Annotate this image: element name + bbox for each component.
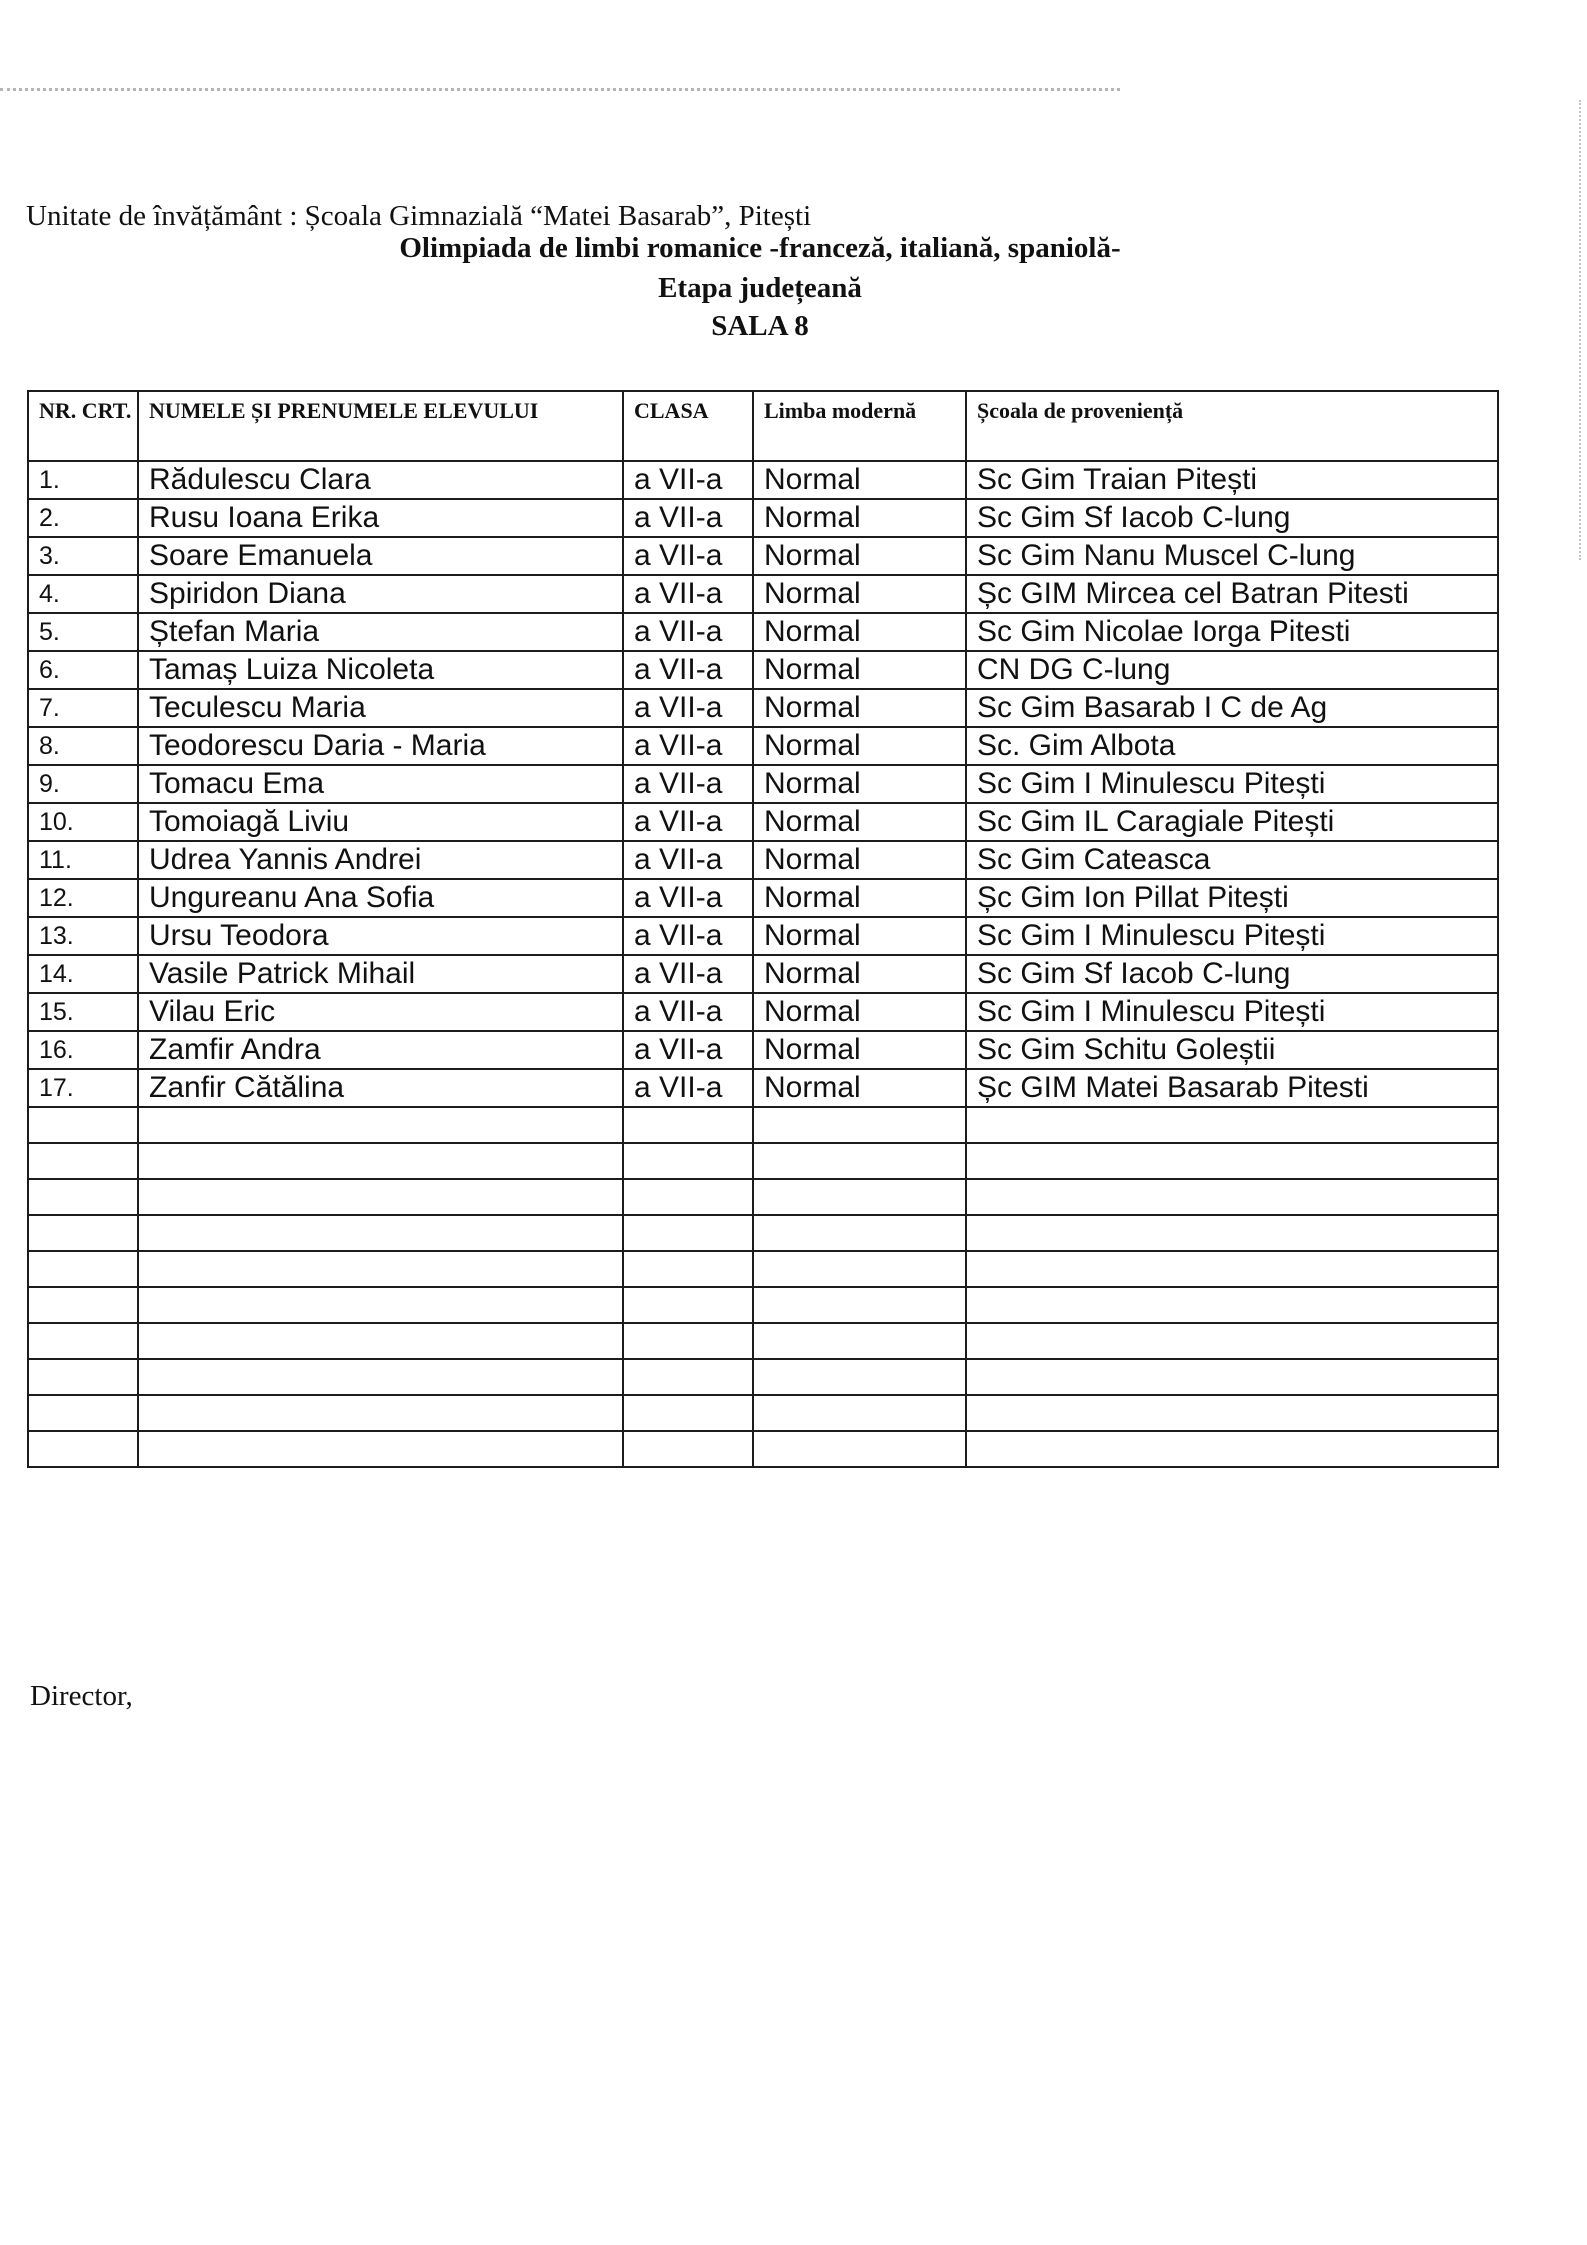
- empty-cell: [753, 1179, 966, 1215]
- cell-school: CN DG C-lung: [966, 651, 1498, 689]
- cell-nr: 12.: [28, 879, 138, 917]
- empty-cell: [28, 1287, 138, 1323]
- cell-class: a VII-a: [623, 575, 753, 613]
- table-row: [28, 689, 1498, 727]
- empty-cell: [28, 1179, 138, 1215]
- empty-table-row: [28, 1287, 1498, 1323]
- empty-cell: [966, 1359, 1498, 1395]
- table-row: [28, 993, 1498, 1031]
- cell-class: a VII-a: [623, 461, 753, 499]
- cell-name: Vasile Patrick Mihail: [138, 955, 623, 993]
- cell-language: Normal: [753, 727, 966, 765]
- cell-nr: 15.: [28, 993, 138, 1031]
- cell-class: a VII-a: [623, 613, 753, 651]
- empty-cell: [138, 1287, 623, 1323]
- cell-nr: 13.: [28, 917, 138, 955]
- cell-school: Sc Gim Schitu Goleștii: [966, 1031, 1498, 1069]
- table-header-row: [28, 391, 1498, 461]
- room-title: SALA 8: [711, 310, 809, 342]
- empty-cell: [623, 1215, 753, 1251]
- cell-school: Sc Gim Cateasca: [966, 841, 1498, 879]
- empty-cell: [28, 1107, 138, 1143]
- cell-nr: 6.: [28, 651, 138, 689]
- cell-school: Sc Gim Nanu Muscel C-lung: [966, 537, 1498, 575]
- empty-cell: [138, 1179, 623, 1215]
- cell-name: Soare Emanuela: [138, 537, 623, 575]
- scan-edge-right: [1579, 100, 1581, 560]
- table-row: [28, 499, 1498, 537]
- empty-cell: [623, 1287, 753, 1323]
- cell-name: Tamaș Luiza Nicoleta: [138, 651, 623, 689]
- cell-language: Normal: [753, 689, 966, 727]
- empty-cell: [753, 1287, 966, 1323]
- table-row: [28, 841, 1498, 879]
- cell-school: Sc Gim Traian Pitești: [966, 461, 1498, 499]
- cell-nr: 8.: [28, 727, 138, 765]
- cell-class: a VII-a: [623, 955, 753, 993]
- empty-cell: [138, 1323, 623, 1359]
- cell-school: Sc Gim Sf Iacob C-lung: [966, 499, 1498, 537]
- empty-cell: [28, 1359, 138, 1395]
- empty-cell: [28, 1323, 138, 1359]
- cell-language: Normal: [753, 955, 966, 993]
- table-row: [28, 879, 1498, 917]
- cell-school: Sc Gim Sf Iacob C-lung: [966, 955, 1498, 993]
- cell-school: Șc GIM Matei Basarab Pitesti: [966, 1069, 1498, 1107]
- empty-cell: [966, 1179, 1498, 1215]
- cell-language: Normal: [753, 499, 966, 537]
- cell-nr: 11.: [28, 841, 138, 879]
- empty-table-row: [28, 1251, 1498, 1287]
- empty-cell: [753, 1431, 966, 1467]
- cell-class: a VII-a: [623, 689, 753, 727]
- empty-cell: [623, 1107, 753, 1143]
- empty-cell: [138, 1395, 623, 1431]
- institution-line: Unitate de învățământ : Școala Gimnazială “Matei Basarab”, Pitești: [26, 200, 812, 232]
- cell-class: a VII-a: [623, 727, 753, 765]
- cell-class: a VII-a: [623, 651, 753, 689]
- cell-class: a VII-a: [623, 879, 753, 917]
- empty-cell: [28, 1143, 138, 1179]
- cell-school: Sc Gim IL Caragiale Pitești: [966, 803, 1498, 841]
- scan-edge-top: [0, 88, 1120, 91]
- cell-nr: 4.: [28, 575, 138, 613]
- cell-language: Normal: [753, 917, 966, 955]
- cell-school: Sc Gim I Minulescu Pitești: [966, 993, 1498, 1031]
- empty-table-row: [28, 1431, 1498, 1467]
- cell-name: Tomoiagă Liviu: [138, 803, 623, 841]
- empty-cell: [753, 1215, 966, 1251]
- cell-nr: 17.: [28, 1069, 138, 1107]
- cell-language: Normal: [753, 803, 966, 841]
- cell-name: Zamfir Andra: [138, 1031, 623, 1069]
- empty-cell: [138, 1107, 623, 1143]
- empty-cell: [28, 1395, 138, 1431]
- empty-cell: [966, 1287, 1498, 1323]
- column-header-language: Limba modernă: [753, 391, 966, 461]
- cell-name: Udrea Yannis Andrei: [138, 841, 623, 879]
- director-label: Director,: [30, 1680, 133, 1712]
- table-body: [28, 461, 1498, 1467]
- column-header-nr: NR. CRT.: [28, 391, 138, 461]
- table-row: [28, 803, 1498, 841]
- cell-name: Ungureanu Ana Sofia: [138, 879, 623, 917]
- cell-school: Sc Gim Nicolae Iorga Pitesti: [966, 613, 1498, 651]
- cell-language: Normal: [753, 613, 966, 651]
- empty-cell: [966, 1251, 1498, 1287]
- cell-nr: 7.: [28, 689, 138, 727]
- empty-table-row: [28, 1323, 1498, 1359]
- empty-cell: [966, 1143, 1498, 1179]
- empty-cell: [753, 1107, 966, 1143]
- column-header-name: NUMELE ȘI PRENUMELE ELEVULUI: [138, 391, 623, 461]
- cell-language: Normal: [753, 651, 966, 689]
- cell-nr: 10.: [28, 803, 138, 841]
- cell-language: Normal: [753, 879, 966, 917]
- table-row: [28, 917, 1498, 955]
- cell-name: Teculescu Maria: [138, 689, 623, 727]
- empty-cell: [138, 1359, 623, 1395]
- cell-class: a VII-a: [623, 1031, 753, 1069]
- cell-class: a VII-a: [623, 537, 753, 575]
- table-row: [28, 613, 1498, 651]
- cell-school: Sc Gim I Minulescu Pitești: [966, 917, 1498, 955]
- table-row: [28, 727, 1498, 765]
- table-row: [28, 537, 1498, 575]
- empty-cell: [623, 1251, 753, 1287]
- cell-language: Normal: [753, 1031, 966, 1069]
- empty-cell: [28, 1431, 138, 1467]
- empty-cell: [966, 1215, 1498, 1251]
- cell-nr: 16.: [28, 1031, 138, 1069]
- empty-table-row: [28, 1107, 1498, 1143]
- cell-name: Teodorescu Daria - Maria: [138, 727, 623, 765]
- cell-class: a VII-a: [623, 841, 753, 879]
- empty-cell: [753, 1251, 966, 1287]
- table-row: [28, 1031, 1498, 1069]
- cell-name: Zanfir Cătălina: [138, 1069, 623, 1107]
- empty-cell: [753, 1143, 966, 1179]
- empty-table-row: [28, 1359, 1498, 1395]
- column-header-school: Școala de proveniență: [966, 391, 1498, 461]
- cell-nr: 3.: [28, 537, 138, 575]
- cell-nr: 1.: [28, 461, 138, 499]
- empty-cell: [623, 1179, 753, 1215]
- table-row: [28, 461, 1498, 499]
- empty-table-row: [28, 1395, 1498, 1431]
- cell-class: a VII-a: [623, 499, 753, 537]
- empty-cell: [623, 1143, 753, 1179]
- cell-school: Sc Gim Basarab I C de Ag: [966, 689, 1498, 727]
- cell-school: Șc GIM Mircea cel Batran Pitesti: [966, 575, 1498, 613]
- table-row: [28, 765, 1498, 803]
- table-row: [28, 575, 1498, 613]
- empty-table-row: [28, 1143, 1498, 1179]
- cell-class: a VII-a: [623, 803, 753, 841]
- cell-school: Sc Gim I Minulescu Pitești: [966, 765, 1498, 803]
- cell-nr: 2.: [28, 499, 138, 537]
- cell-school: Șc Gim Ion Pillat Pitești: [966, 879, 1498, 917]
- cell-name: Spiridon Diana: [138, 575, 623, 613]
- table-row: [28, 651, 1498, 689]
- empty-cell: [966, 1323, 1498, 1359]
- cell-class: a VII-a: [623, 765, 753, 803]
- cell-language: Normal: [753, 1069, 966, 1107]
- cell-school: Sc. Gim Albota: [966, 727, 1498, 765]
- empty-cell: [623, 1395, 753, 1431]
- empty-cell: [138, 1143, 623, 1179]
- empty-table-row: [28, 1179, 1498, 1215]
- empty-table-row: [28, 1215, 1498, 1251]
- empty-cell: [28, 1215, 138, 1251]
- cell-class: a VII-a: [623, 917, 753, 955]
- empty-cell: [623, 1431, 753, 1467]
- cell-class: a VII-a: [623, 993, 753, 1031]
- cell-language: Normal: [753, 461, 966, 499]
- cell-language: Normal: [753, 537, 966, 575]
- empty-cell: [966, 1107, 1498, 1143]
- cell-nr: 14.: [28, 955, 138, 993]
- empty-cell: [966, 1431, 1498, 1467]
- empty-cell: [138, 1431, 623, 1467]
- cell-language: Normal: [753, 993, 966, 1031]
- empty-cell: [138, 1251, 623, 1287]
- cell-nr: 5.: [28, 613, 138, 651]
- empty-cell: [753, 1323, 966, 1359]
- cell-language: Normal: [753, 575, 966, 613]
- column-header-class: CLASA: [623, 391, 753, 461]
- empty-cell: [623, 1359, 753, 1395]
- olympiad-title: Olimpiada de limbi romanice -franceză, italiană, spaniolă-: [399, 232, 1121, 264]
- empty-cell: [753, 1359, 966, 1395]
- cell-name: Vilau Eric: [138, 993, 623, 1031]
- cell-name: Ursu Teodora: [138, 917, 623, 955]
- cell-name: Ștefan Maria: [138, 613, 623, 651]
- cell-name: Tomacu Ema: [138, 765, 623, 803]
- cell-name: Rusu Ioana Erika: [138, 499, 623, 537]
- cell-language: Normal: [753, 765, 966, 803]
- cell-nr: 9.: [28, 765, 138, 803]
- empty-cell: [966, 1395, 1498, 1431]
- students-table: [27, 390, 1499, 1468]
- empty-cell: [753, 1395, 966, 1431]
- cell-language: Normal: [753, 841, 966, 879]
- cell-name: Rădulescu Clara: [138, 461, 623, 499]
- empty-cell: [28, 1251, 138, 1287]
- table-row: [28, 955, 1498, 993]
- empty-cell: [623, 1323, 753, 1359]
- stage-title: Etapa județeană: [658, 272, 862, 304]
- table-row: [28, 1069, 1498, 1107]
- empty-cell: [138, 1215, 623, 1251]
- cell-class: a VII-a: [623, 1069, 753, 1107]
